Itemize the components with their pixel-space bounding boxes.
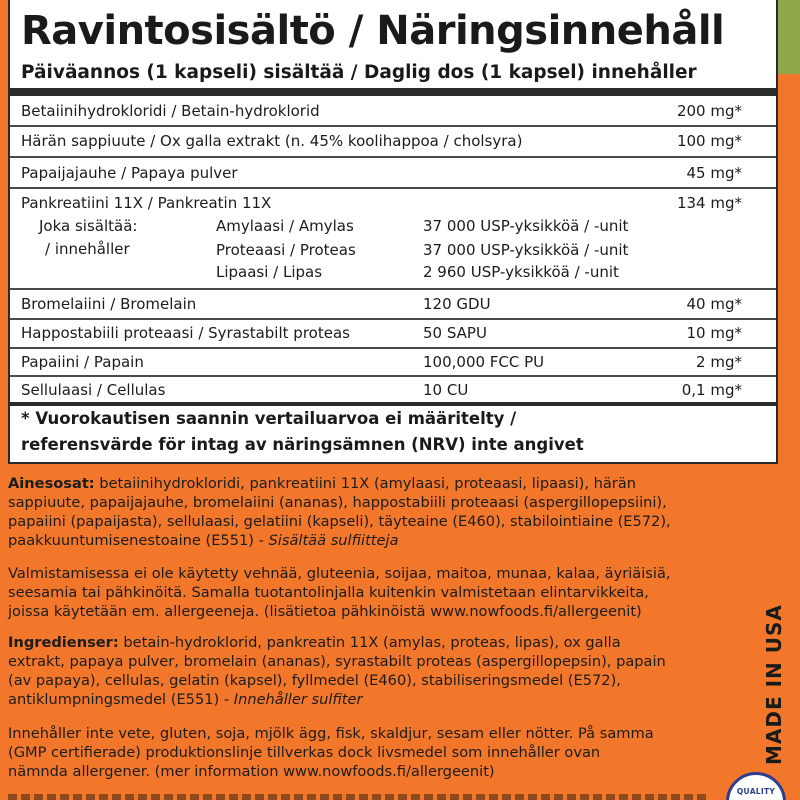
footnote-line: referensvärde för intag av näringsämnen (NRV) inte angivet	[21, 435, 584, 454]
text-line: paakkuuntumisenestoaine (E551) -	[8, 532, 269, 549]
text-line: extrakt, papaya pulver, bromelain (ananas), syrastabilt proteas (aspergillopepsin), papain	[8, 653, 666, 670]
row-divider	[10, 156, 776, 158]
row-divider	[10, 187, 776, 189]
row-unit: 100,000 FCC PU	[423, 353, 545, 371]
row-amount: 200 mg*	[676, 102, 742, 120]
ingredients-fi	[8, 474, 753, 550]
row-divider	[10, 125, 776, 127]
row-amount: 40 mg*	[686, 295, 742, 313]
row-name: Betaiinihydrokloridi / Betain-hydroklorid	[21, 102, 320, 120]
row-name: Bromelaiini / Bromelain	[21, 295, 197, 313]
text-line: betain-hydroklorid, pankreatin 11X (amylas, proteas, lipas), ox galla	[118, 634, 621, 651]
contains-label-sv: / innehåller	[45, 240, 130, 258]
text-line: joissa käytetään em. allergeeneja. (lisätietoa pähkinöistä www.nowfoods.fi/allergeenit)	[8, 603, 642, 620]
text-line: papaiini (papaijasta), sellulaasi, gelatiini (kapseli), täyteaine (E460), stabilointiaine (E572),	[8, 513, 671, 530]
text-line: Innehåller inte vete, gluten, soja, mjölk ägg, fisk, skaldjur, sesam eller nötter. På samma	[8, 725, 654, 742]
green-edge-strip	[778, 0, 800, 74]
row-name: Pankreatiini 11X / Pankreatin 11X	[21, 194, 272, 212]
sub-unit: 37 000 USP-yksikköä / -unit	[423, 217, 629, 235]
footnote-rule	[10, 402, 776, 406]
row-divider	[10, 375, 776, 377]
row-name: Papaiini / Papain	[21, 353, 144, 371]
row-divider	[10, 347, 776, 349]
sub-name: Proteaasi / Proteas	[216, 241, 356, 259]
text-line: antiklumpningsmedel (E551) -	[8, 691, 234, 708]
header-rule	[10, 88, 776, 96]
nutrition-panel	[8, 0, 778, 464]
cut-off-text-strip	[8, 794, 708, 800]
text-line: seesamia tai pähkinöitä. Samalla tuotantolinjalla kuitenkin valmistetaan elintarvikkeita,	[8, 584, 649, 601]
sulfite-note: Innehåller sulfiter	[233, 691, 363, 708]
ingredients-sv	[8, 633, 753, 709]
sub-name: Amylaasi / Amylas	[216, 217, 354, 235]
footnote-line: * Vuorokautisen saannin vertailuarvoa ei määritelty /	[21, 409, 517, 428]
text-line: nämnda allergener. (mer information www.nowfoods.fi/allergeenit)	[8, 763, 495, 780]
row-amount: 134 mg*	[676, 194, 742, 212]
row-divider	[10, 318, 776, 320]
row-name: Papaijajauhe / Papaya pulver	[21, 164, 238, 182]
row-amount: 100 mg*	[676, 132, 742, 150]
row-name: Härän sappiuute / Ox galla extrakt (n. 45% koolihappoa / cholsyra)	[21, 132, 523, 150]
row-amount: 45 mg*	[686, 164, 742, 182]
text-line: Valmistamisessa ei ole käytetty vehnää, gluteenia, soijaa, maitoa, munaa, kalaa, äyriäisiä,	[8, 565, 671, 582]
row-unit: 50 SAPU	[423, 324, 487, 342]
row-amount: 2 mg*	[696, 353, 742, 371]
row-name: Happostabiili proteaasi / Syrastabilt proteas	[21, 324, 350, 342]
row-amount: 10 mg*	[686, 324, 742, 342]
text-line: betaiinihydrokloridi, pankreatiini 11X (amylaasi, proteaasi, lipaasi), härän	[94, 475, 636, 492]
ingredients-sv-label: Ingredienser:	[8, 634, 119, 651]
ingredients-fi-label: Ainesosat:	[8, 475, 95, 492]
panel-title: Ravintosisältö / Näringsinnehåll	[21, 8, 725, 54]
seal-text: QUALITY	[736, 787, 776, 796]
sub-name: Lipaasi / Lipas	[216, 263, 323, 281]
row-name: Sellulaasi / Cellulas	[21, 381, 166, 399]
row-unit: 10 CU	[423, 381, 469, 399]
text-line: sappiuute, papaijajauhe, bromelaiini (ananas), happostabiili proteaasi (aspergillopepsiini),	[8, 494, 667, 511]
sulfite-note: Sisältää sulfiitteja	[268, 532, 399, 549]
text-line: (av papaya), cellulas, gelatin (kapsel), fyllmedel (E460), stabiliseringsmedel (E572),	[8, 672, 621, 689]
sub-unit: 37 000 USP-yksikköä / -unit	[423, 241, 629, 259]
row-unit: 120 GDU	[423, 295, 491, 313]
text-line: (GMP certifierade) produktionslinje tillverkas dock livsmedel som innehåller ovan	[8, 744, 601, 761]
row-divider	[10, 288, 776, 290]
contains-label: Joka sisältää:	[39, 217, 138, 235]
allergen-note-sv	[8, 724, 753, 781]
panel-subtitle: Päiväannos (1 kapseli) sisältää / Daglig dos (1 kapsel) innehåller	[21, 62, 697, 83]
allergen-note-fi	[8, 564, 753, 621]
row-amount: 0,1 mg*	[681, 381, 742, 399]
sub-unit: 2 960 USP-yksikköä / -unit	[423, 263, 619, 281]
made-in-usa: MADE IN USA	[762, 604, 786, 765]
